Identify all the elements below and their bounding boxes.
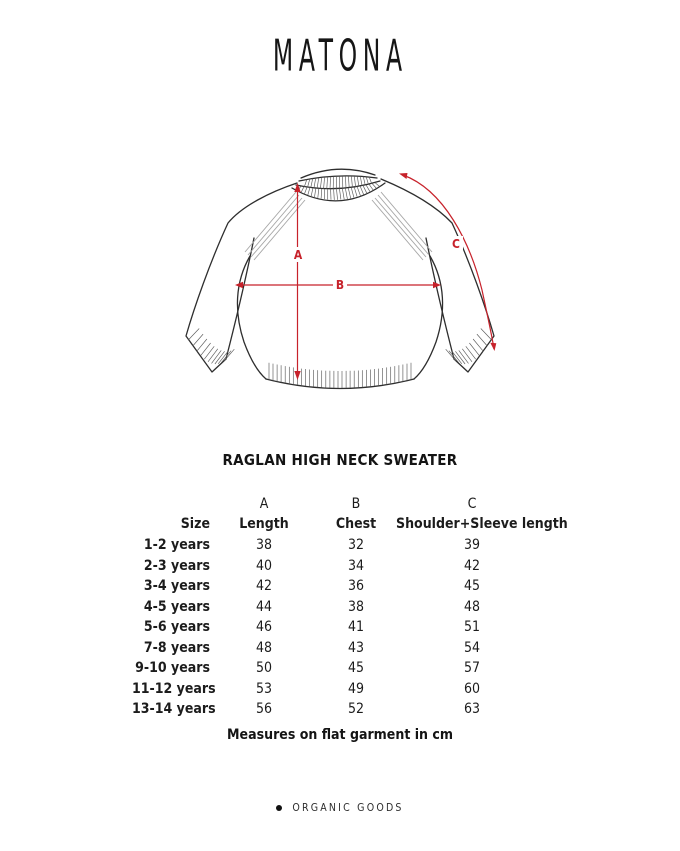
- col-letter-c: C: [467, 496, 477, 512]
- measurement-arrows: [235, 173, 496, 380]
- row-a: 42: [255, 578, 273, 594]
- label-a: A: [293, 248, 303, 262]
- row-a: 40: [255, 557, 273, 574]
- sweater-diagram: [170, 150, 510, 400]
- row-size: 2-3 years: [143, 557, 210, 574]
- col-header-size: Size: [180, 516, 210, 532]
- col-header-length: Length: [239, 516, 289, 532]
- row-a: 46: [255, 619, 273, 635]
- label-c: C: [452, 237, 460, 251]
- row-c: 42: [463, 557, 481, 574]
- row-b: 43: [347, 639, 365, 656]
- row-c: 57: [463, 660, 481, 676]
- row-a: 44: [255, 598, 273, 615]
- col-letter-blank: [132, 495, 212, 514]
- row-c: 48: [463, 598, 481, 615]
- row-b: 49: [347, 680, 365, 697]
- row-c: 45: [463, 578, 481, 594]
- row-a: 50: [255, 660, 273, 676]
- label-b: B: [335, 278, 345, 292]
- size-table: [132, 495, 568, 720]
- row-b: 34: [347, 557, 365, 574]
- row-size: 3-4 years: [143, 578, 210, 594]
- row-size: 13-14 years: [132, 701, 216, 717]
- arrow-c-sleeve: [403, 175, 494, 349]
- col-letter-a: A: [259, 496, 269, 512]
- row-size: 11-12 years: [132, 680, 216, 697]
- row-size: 9-10 years: [135, 660, 210, 676]
- brand-logo-wrap: [0, 30, 680, 79]
- row-b: 32: [347, 537, 365, 553]
- col-letter-b: B: [351, 496, 361, 512]
- row-b: 36: [347, 578, 365, 594]
- bullet-dot-icon: [276, 805, 282, 811]
- row-size: 7-8 years: [143, 639, 210, 656]
- row-b: 38: [347, 598, 365, 615]
- brand-logo: MATONA: [272, 30, 408, 81]
- row-b: 52: [347, 701, 365, 717]
- row-a: 53: [255, 680, 273, 697]
- row-c: 51: [463, 619, 481, 635]
- raglan-seam-lines: [245, 192, 432, 260]
- measurement-note: Measures on flat garment in cm: [227, 727, 453, 743]
- footer-brand: [0, 802, 680, 814]
- row-c: 39: [463, 537, 481, 553]
- row-size: 4-5 years: [143, 598, 210, 615]
- sweater-drawing: [170, 150, 510, 400]
- row-c: 60: [463, 680, 481, 697]
- row-a: 38: [255, 537, 273, 553]
- col-header-chest: Chest: [335, 516, 377, 532]
- row-size: 5-6 years: [143, 619, 210, 635]
- row-c: 54: [463, 639, 481, 656]
- row-a: 48: [255, 639, 273, 656]
- row-b: 41: [347, 619, 365, 635]
- row-b: 45: [347, 660, 365, 676]
- row-c: 63: [463, 701, 481, 717]
- col-header-shoulder-sleeve: Shoulder+Sleeve length: [396, 516, 568, 532]
- row-size: 1-2 years: [143, 537, 210, 553]
- row-a: 56: [255, 701, 273, 717]
- product-title: RAGLAN HIGH NECK SWEATER: [222, 451, 458, 469]
- footer-brand-label: ORGANIC GOODS: [292, 802, 404, 814]
